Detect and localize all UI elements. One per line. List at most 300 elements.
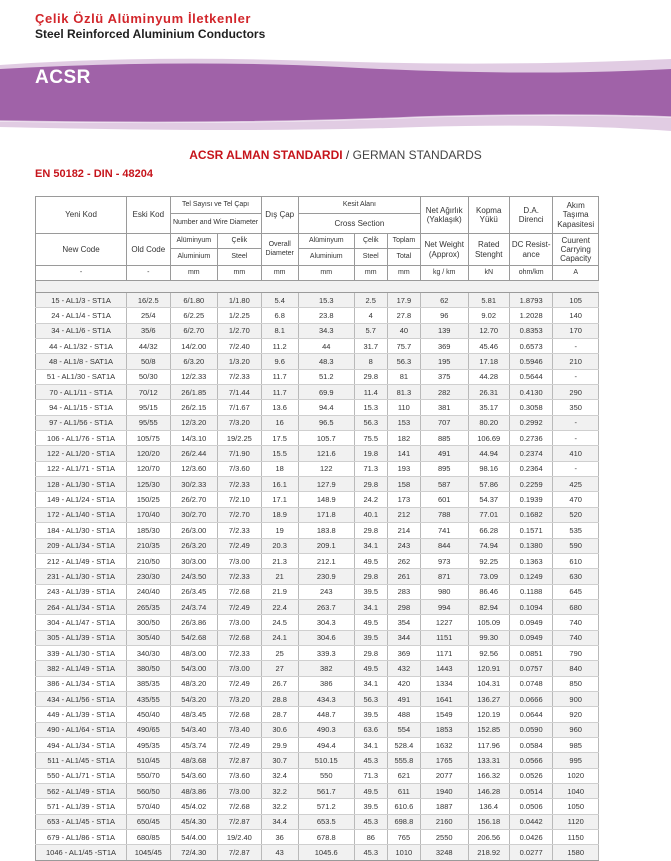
table-cell: 28.7 [261,707,298,722]
table-cell: 51.2 [298,369,354,384]
table-row [36,507,599,522]
table-cell: 6/2.70 [170,323,218,338]
table-cell: 11.2 [261,339,298,354]
table-cell: 16.1 [261,477,298,492]
table-cell: 510.15 [298,753,354,768]
table-cell: 470 [553,492,599,507]
header-cross-section: Cross Section [298,214,420,234]
table-row [36,630,599,645]
table-cell: 490 - AL1/64 - ST1A [36,722,127,737]
table-cell: 24.1 [261,630,298,645]
table-row [36,599,599,614]
table-cell: 26/2.44 [170,446,218,461]
header-old-code: Old Code [127,234,170,266]
table-cell: 54.37 [468,492,509,507]
table-cell: 15 - AL1/3 - ST1A [36,293,127,308]
table-cell: 73.09 [468,569,509,584]
table-cell: 16 [261,415,298,430]
table-cell: 0.0442 [509,814,552,829]
table-cell: 77.01 [468,507,509,522]
table-cell: 74.94 [468,538,509,553]
table-cell: 122 [298,461,354,476]
acsr-spec-table [35,196,599,861]
table-cell: 86 [354,830,387,845]
table-cell: 48 - AL1/8 - SAT1A [36,354,127,369]
table-cell: 298 [387,599,420,614]
table-cell: 410 [553,446,599,461]
table-cell: 45.46 [468,339,509,354]
table-cell: 8.1 [261,323,298,338]
table-row [36,615,599,630]
table-cell: 587 [420,477,468,492]
table-row [36,737,599,752]
table-cell: 30/2.33 [170,477,218,492]
table-cell: 0.1188 [509,584,552,599]
table-cell: 39.5 [354,799,387,814]
table-body [36,293,599,861]
table-cell: 7/2.68 [218,584,261,599]
table-cell: 369 [420,339,468,354]
header-aluminyum-2: Alüminyum [298,234,354,249]
table-cell: 679 - AL1/86 - ST1A [36,830,127,845]
table-cell: 560/50 [127,784,170,799]
table-cell: 17.9 [387,293,420,308]
table-cell: 1.8793 [509,293,552,308]
table-cell: 44.94 [468,446,509,461]
table-cell: 1227 [420,615,468,630]
table-cell: 19/2.40 [218,830,261,845]
header-eski-kod: Eski Kod [127,197,170,234]
table-cell: 56.3 [354,691,387,706]
table-cell: 110 [387,400,420,415]
table-row [36,661,599,676]
standard-title-en: GERMAN STANDARDS [352,148,482,162]
table-cell: 13.6 [261,400,298,415]
table-cell: 7/2.33 [218,645,261,660]
table-cell: 158 [387,477,420,492]
table-cell: 11.7 [261,369,298,384]
table-cell: 243 [387,538,420,553]
table-cell: 305/40 [127,630,170,645]
table-cell: 29.8 [354,369,387,384]
standard-norm: EN 50182 - DIN - 48204 [35,168,154,180]
table-cell: 99.30 [468,630,509,645]
header-steel: Steel [218,249,261,266]
table-cell: 40 [387,323,420,338]
table-cell: 120.91 [468,661,509,676]
table-cell: 136.27 [468,691,509,706]
table-cell: 2077 [420,768,468,783]
table-cell: 339.3 [298,645,354,660]
table-cell: 30.7 [261,753,298,768]
table-cell: 4 [354,308,387,323]
table-cell: 54/3.40 [170,722,218,737]
table-cell: 261 [387,569,420,584]
table-cell: 7/2.49 [218,737,261,752]
title-turkish: Çelik Özlü Alüminyum İletkenler [35,11,252,26]
table-cell: 7/1.44 [218,385,261,400]
table-cell: 29.8 [354,645,387,660]
table-cell: 885 [420,431,468,446]
header-new-code: New Code [36,234,127,266]
table-cell: 960 [553,722,599,737]
table-cell: 698.8 [387,814,420,829]
table-cell: 45.3 [354,845,387,860]
table-cell: 1/3.20 [218,354,261,369]
table-row [36,845,599,860]
table-cell: - [553,431,599,446]
table-cell: 48.3 [298,354,354,369]
table-cell: 54/4.00 [170,830,218,845]
table-cell: 0.0748 [509,676,552,691]
table-cell: 1045/45 [127,845,170,860]
table-cell: 511 - AL1/45 - ST1A [36,753,127,768]
table-cell: 11.7 [261,385,298,400]
table-cell: 152.85 [468,722,509,737]
table-cell: 0.0757 [509,661,552,676]
table-cell: 0.5644 [509,369,552,384]
header-aluminium: Aluminium [170,249,218,266]
table-cell: 491 [420,446,468,461]
table-cell: 92.25 [468,553,509,568]
table-cell: 36 [261,830,298,845]
table-cell: 0.1094 [509,599,552,614]
table-cell: 243 [298,584,354,599]
table-cell: 17.5 [261,431,298,446]
table-cell: 7/2.87 [218,753,261,768]
table-cell: 6/1.80 [170,293,218,308]
table-cell: 973 [420,553,468,568]
table-cell: 0.1249 [509,569,552,584]
header-yeni-kod: Yeni Kod [36,197,127,234]
page-header [35,11,265,41]
title-english: Steel Reinforced Aluminium Conductors [35,27,266,41]
table-cell: 105/75 [127,431,170,446]
table-cell: 26/3.20 [170,538,218,553]
table-cell: 35.17 [468,400,509,415]
table-cell: 209.1 [298,538,354,553]
table-cell: 381 [420,400,468,415]
table-cell: 34.1 [354,737,387,752]
table-cell: 3248 [420,845,468,860]
table-cell: 56.3 [387,354,420,369]
table-cell: 57.86 [468,477,509,492]
header-akim-tasima: Akım Taşıma Kapasitesi [553,197,599,234]
header-aluminyum: Alüminyum [170,234,218,249]
table-cell: 7/2.10 [218,492,261,507]
table-cell: 7/1.67 [218,400,261,415]
table-cell: 0.2992 [509,415,552,430]
table-cell: 92.56 [468,645,509,660]
table-cell: 24.2 [354,492,387,507]
table-row [36,308,599,323]
table-cell: 105 [553,293,599,308]
table-cell: 840 [553,661,599,676]
table-cell: 621 [387,768,420,783]
table-cell: 1120 [553,814,599,829]
table-cell: 24/3.50 [170,569,218,584]
table-cell: 491 [387,691,420,706]
table-cell: 171.8 [298,507,354,522]
table-cell: 212.1 [298,553,354,568]
table-cell: 50/30 [127,369,170,384]
unit-cell: A [553,266,599,281]
table-cell: 7/2.49 [218,676,261,691]
table-cell: 105.09 [468,615,509,630]
table-cell: 0.8353 [509,323,552,338]
table-cell: 1046 - AL1/45 -ST1A [36,845,127,860]
table-cell: 96.5 [298,415,354,430]
table-row [36,339,599,354]
unit-cell: ohm/km [509,266,552,281]
table-cell: 920 [553,707,599,722]
table-cell: 1010 [387,845,420,860]
table-cell: 0.0277 [509,845,552,860]
table-cell: 741 [420,523,468,538]
table-cell: 282 [420,385,468,400]
header-net-agirlik: Net Ağırlık (Yaklaşık) [420,197,468,234]
table-cell: 520 [553,507,599,522]
table-cell: 183.8 [298,523,354,538]
unit-cell: mm [218,266,261,281]
table-cell: 184 - AL1/30 - ST1A [36,523,127,538]
table-cell: 34.3 [298,323,354,338]
table-cell: 790 [553,645,599,660]
table-cell: 25 [261,645,298,660]
table-cell: 265/35 [127,599,170,614]
table-cell: 48/3.20 [170,676,218,691]
table-cell: 0.0514 [509,784,552,799]
table-cell: 69.9 [298,385,354,400]
unit-cell: mm [261,266,298,281]
table-cell: 6/3.20 [170,354,218,369]
table-cell: 7/3.00 [218,553,261,568]
table-cell: 48/3.45 [170,707,218,722]
table-cell: 72/4.30 [170,845,218,860]
spacer-row [36,281,599,293]
table-cell: 1.2028 [509,308,552,323]
standard-title-tr: ACSR ALMAN STANDARDI [189,148,343,162]
table-row [36,784,599,799]
table-cell: 185/30 [127,523,170,538]
table-cell: 94 - AL1/15 - ST1A [36,400,127,415]
table-cell: 44 - AL1/32 - ST1A [36,339,127,354]
table-cell: 844 [420,538,468,553]
table-cell: 788 [420,507,468,522]
table-cell: 0.1363 [509,553,552,568]
table-cell: 1/1.80 [218,293,261,308]
table-cell: 81.3 [387,385,420,400]
table-cell: 995 [553,753,599,768]
table-cell: 1549 [420,707,468,722]
table-cell: 95/55 [127,415,170,430]
header-steel-2: Steel [354,249,387,266]
table-cell: 141 [387,446,420,461]
table-row [36,523,599,538]
table-cell: 495/35 [127,737,170,752]
table-cell: 7/2.33 [218,477,261,492]
table-cell: 448.7 [298,707,354,722]
table-cell: 263.7 [298,599,354,614]
table-cell: 48/3.86 [170,784,218,799]
table-cell: 120/70 [127,461,170,476]
table-row [36,461,599,476]
table-cell: 70 - AL1/11 - ST1A [36,385,127,400]
table-cell: 7/2.33 [218,569,261,584]
table-cell: - [553,415,599,430]
table-cell: 75.7 [387,339,420,354]
table-cell: 304.6 [298,630,354,645]
unit-cell: mm [387,266,420,281]
table-cell: 7/1.90 [218,446,261,461]
table-cell: 0.0851 [509,645,552,660]
table-cell: 0.0590 [509,722,552,737]
table-cell: 26/1.85 [170,385,218,400]
table-cell: 230.9 [298,569,354,584]
table-cell: 122 - AL1/71 - ST1A [36,461,127,476]
table-cell: 39.5 [354,584,387,599]
table-cell: 7/3.20 [218,691,261,706]
table-cell: 49.5 [354,661,387,676]
table-cell: 29.8 [354,523,387,538]
table-cell: 26/2.15 [170,400,218,415]
table-cell: 122 - AL1/20 - ST1A [36,446,127,461]
table-cell: 7/3.60 [218,461,261,476]
table-cell: 262 [387,553,420,568]
table-cell: 0.6573 [509,339,552,354]
table-cell: 44/32 [127,339,170,354]
table-cell: 206.56 [468,830,509,845]
table-cell: 34.1 [354,538,387,553]
table-cell: 561.7 [298,784,354,799]
table-cell: 40.1 [354,507,387,522]
table-cell: 173 [387,492,420,507]
table-cell: 0.0644 [509,707,552,722]
table-cell: 435/55 [127,691,170,706]
table-cell: 23.8 [298,308,354,323]
table-cell: 490.3 [298,722,354,737]
banner-label: ACSR [35,67,91,88]
header-net-weight: Net Weight (Approx) [420,234,468,266]
table-cell: 1940 [420,784,468,799]
acsr-banner [0,55,671,135]
table-cell: 120/20 [127,446,170,461]
header-rated-strength: Rated Stenght [468,234,509,266]
table-cell: 240/40 [127,584,170,599]
table-cell: 9.02 [468,308,509,323]
table-cell: 488 [387,707,420,722]
table-cell: 7/3.00 [218,784,261,799]
table-cell: 1151 [420,630,468,645]
table-cell: 630 [553,569,599,584]
table-cell: 66.28 [468,523,509,538]
table-cell: 1853 [420,722,468,737]
table-header [36,197,599,281]
table-cell: 32.2 [261,784,298,799]
table-row [36,707,599,722]
table-cell: 104.31 [468,676,509,691]
table-cell: 550 [298,768,354,783]
table-cell: 7/3.20 [218,415,261,430]
table-cell: 18 [261,461,298,476]
table-cell: 386 [298,676,354,691]
table-cell: 1334 [420,676,468,691]
header-total: Total [387,249,420,266]
table-cell: 54/3.00 [170,661,218,676]
header-dc-resistance: DC Resist-ance [509,234,552,266]
table-cell: 214 [387,523,420,538]
table-cell: 26/3.00 [170,523,218,538]
table-row [36,400,599,415]
table-cell: 610 [553,553,599,568]
table-cell: 24 - AL1/4 - ST1A [36,308,127,323]
table-cell: 35/6 [127,323,170,338]
table-row [36,768,599,783]
table-row [36,553,599,568]
table-row [36,722,599,737]
table-cell: 34 - AL1/6 - ST1A [36,323,127,338]
header-da-direnci: D.A. Direnci [509,197,552,234]
table-cell: 212 - AL1/49 - ST1A [36,553,127,568]
table-cell: 32.4 [261,768,298,783]
table-cell: 182 [387,431,420,446]
table-cell: 9.6 [261,354,298,369]
table-cell: 344 [387,630,420,645]
table-cell: 1/2.25 [218,308,261,323]
table-cell: 25/4 [127,308,170,323]
table-cell: 11.4 [354,385,387,400]
table-cell: 12.70 [468,323,509,338]
table-cell: 7/2.87 [218,845,261,860]
table-cell: 494 - AL1/34 - ST1A [36,737,127,752]
table-cell: 0.0566 [509,753,552,768]
table-cell: 97 - AL1/56 - ST1A [36,415,127,430]
table-cell: 570/40 [127,799,170,814]
table-cell: 1040 [553,784,599,799]
table-row [36,431,599,446]
table-cell: 136.4 [468,799,509,814]
table-cell: 354 [387,615,420,630]
table-cell: 243 - AL1/39 - ST1A [36,584,127,599]
table-cell: 6.8 [261,308,298,323]
table-cell: 212 [387,507,420,522]
table-row [36,584,599,599]
table-cell: 150/25 [127,492,170,507]
table-row [36,323,599,338]
table-row [36,369,599,384]
table-cell: 29.8 [354,477,387,492]
table-cell: 63.6 [354,722,387,737]
unit-cell: mm [354,266,387,281]
table-cell: 555.8 [387,753,420,768]
table-cell: 2550 [420,830,468,845]
table-cell: 14/2.00 [170,339,218,354]
table-cell: 7/3.60 [218,768,261,783]
table-cell: 106.69 [468,431,509,446]
table-cell: 80.20 [468,415,509,430]
table-cell: 0.0526 [509,768,552,783]
table-row [36,830,599,845]
table-cell: 1020 [553,768,599,783]
table-cell: 172 - AL1/40 - ST1A [36,507,127,522]
table-cell: 290 [553,385,599,400]
table-cell: 34.1 [354,676,387,691]
table-cell: 494.4 [298,737,354,752]
unit-cell: - [127,266,170,281]
table-cell: 550 - AL1/71 - ST1A [36,768,127,783]
table-row [36,293,599,308]
table-cell: 230/30 [127,569,170,584]
